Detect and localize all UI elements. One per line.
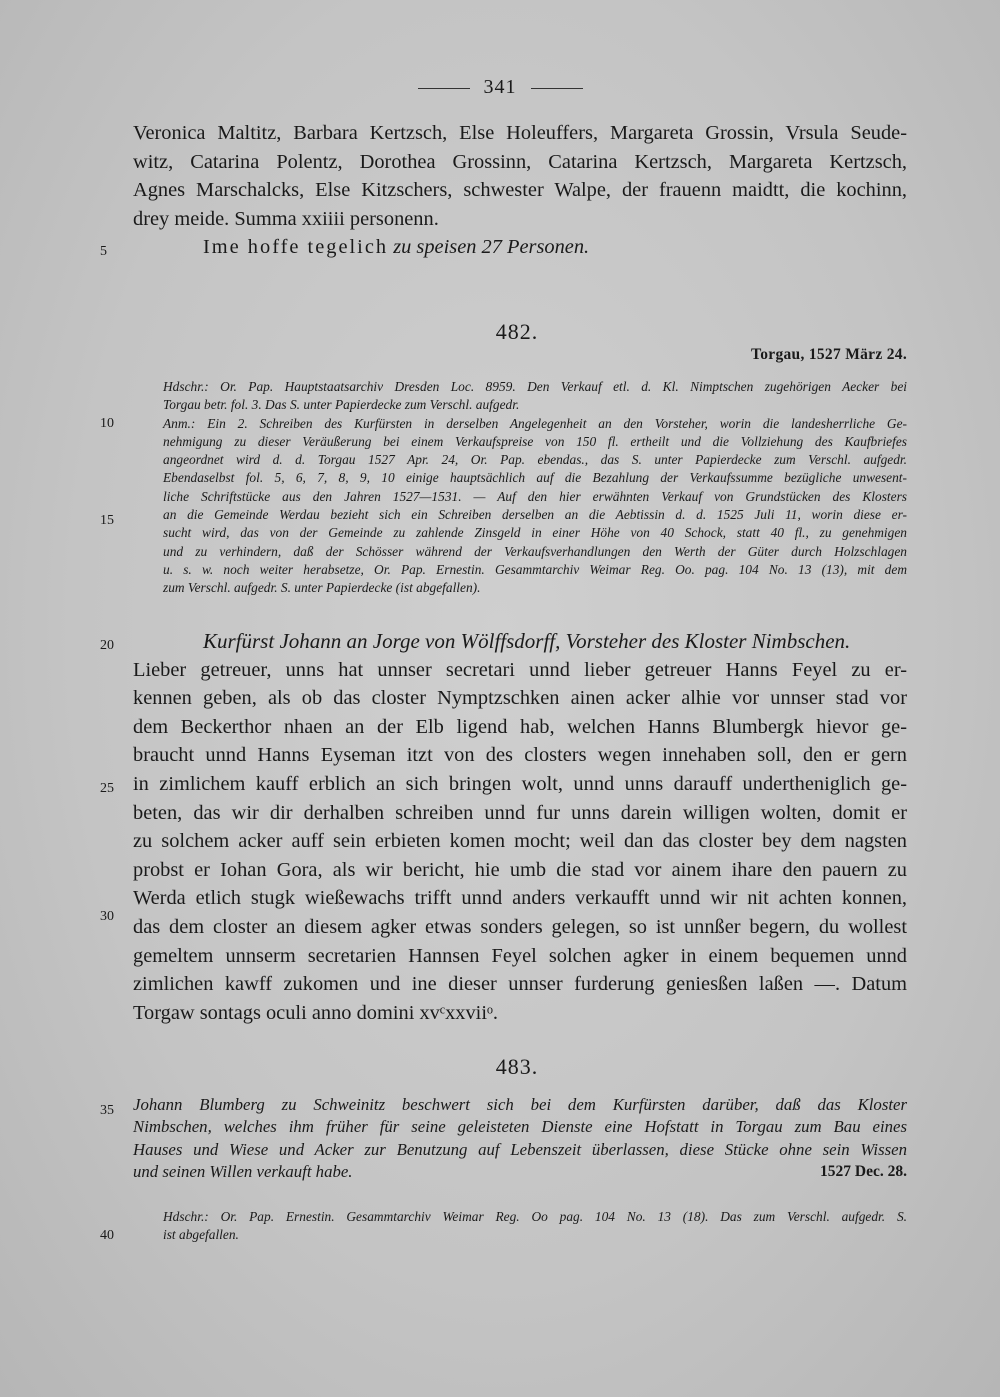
text-line: witz, Catarina Polentz, Dorothea Grossinn, Catarina Kertzsch, Margareta Kertzsch, (133, 150, 907, 173)
letter-482 (133, 627, 907, 1027)
regest-line: Johann Blumberg zu Schweinitz beschwert sich bei dem Kurfürsten darüber, daß das Kloster (133, 1095, 907, 1114)
line-number: 40 (100, 1228, 114, 1243)
line-number: 20 (100, 638, 114, 653)
page-number: 341 (483, 76, 517, 98)
note-line: angeordnet wird d. d. Torgau 1527 Apr. 24, Or. Pap. ebendas., das S. unter Papierdecke zum Verschl. aufgedr. (163, 452, 907, 468)
document-number-482: 482. (495, 319, 539, 344)
notes-482 (133, 378, 907, 598)
date-483: 1527 Dec. 28. (820, 1162, 907, 1180)
regest-line: Hauses und Wiese und Acker zur Benutzung auf Lebenszeit überlassen, diese Stücke ohne sein Wissen (133, 1139, 907, 1159)
notes-483 (133, 1208, 907, 1245)
text-line: drey meide. Summa xxiiii personenn. (133, 207, 439, 230)
top-continuation-text (133, 119, 907, 262)
note-line: Ebendaselbst fol. 5, 6, 7, 8, 9, 10 einige hauptsächlich auf die Bezahlung der Verkaufssumme bezügliche unwesent- (163, 470, 907, 486)
note-line: sucht wird, das von der Gemeinde zu zahlende Zinsgeld in einer Höhe von 40 Schock, statt 40 fl., zu genehmigen (163, 525, 907, 541)
letter-title: Kurfürst Johann an Jorge von Wölffsdorff, Vorsteher des Kloster Nimbschen. (203, 629, 851, 653)
text-line: Agnes Marschalcks, Else Kitzschers, schwester Walpe, der frauenn maidtt, die kochinn, (133, 179, 907, 202)
text-fragment-italic: zu speisen 27 Personen. (393, 236, 590, 259)
text-line: beten, das wir dir derhalben schreiben unnd fur unns darein willigen wolten, domit er (133, 801, 907, 824)
line-number: 25 (100, 781, 114, 796)
text-line: braucht unnd Hanns Eyseman itzt von des closters wegen innehaben soll, den er gern (133, 744, 907, 767)
note-line: Hdschr.: Or. Pap. Ernestin. Gesammtarchiv Weimar Reg. Oo pag. 104 No. 13 (18). Das zum Verschl. aufgedr. S. (163, 1209, 907, 1224)
text-line: zimlichen kawff zukomen und ine dieser unnser furderung geniesßen laßen —. Datum (133, 973, 907, 996)
text-line: dem Beckerthor nhaen an der Elb ligend hab, welchen Hanns Blumbergk hievor ge- (133, 715, 907, 738)
text-line: kennen geben, als ob das closter Nymptzschken ainen acker alhie vor unnser stad vor (133, 687, 907, 710)
header-rule-left (418, 88, 470, 89)
line-number: 35 (100, 1103, 114, 1118)
note-line: nehmigung zu dieser Veräußerung bei einem Verkaufspreise von 150 fl. ertheilt und die Vollziehung des Kaufbriefes (163, 433, 907, 449)
text-line: gemeltem unnserm secretarien Hannsen Feyel solchen agker in einem bequemen unnd (133, 944, 907, 967)
line-number: 5 (100, 244, 107, 259)
document-number-483: 483. (495, 1054, 539, 1079)
header-rule-right (531, 88, 583, 89)
note-line: an die Gemeinde Werdau bezieht sich ein Schreiben derselben an die Aebtissin d. d. 1525 Juli 11, worin diese er- (163, 507, 907, 523)
note-line: liche Schriftstücke aus den Jahren 1527—1531. — Auf den hier erwähnten Verkauf von Grundstücken des Klosters (163, 488, 907, 504)
text-line: Lieber getreuer, unns hat unnser secretari unnd lieber getreuer Hanns Feyel zu er- (133, 658, 907, 681)
line-number: 30 (100, 909, 114, 924)
text-line: Veronica Maltitz, Barbara Kertzsch, Else Holeuffers, Margareta Grossin, Vrsula Seude- (133, 122, 907, 144)
regest-line: Nimbschen, welches ihm früher für seine geleisteten Dienste eine Hofstatt in Torgau zum Bau eines (133, 1117, 907, 1137)
page-header (0, 76, 1000, 99)
line-number: 15 (100, 513, 114, 528)
note-line: Torgau betr. fol. 3. Das S. unter Papierdecke zum Verschl. aufgedr. (163, 397, 520, 413)
text-line: das dem closter an diesem agker etwas sonders gelegen, so ist unnßer begern, du wollest (133, 915, 907, 938)
regest-483 (133, 1094, 907, 1183)
note-line: Hdschr.: Or. Pap. Hauptstaatsarchiv Dresden Loc. 8959. Den Verkauf etl. d. Kl. Nimptschen zugehörigen Aecker bei (163, 379, 907, 394)
note-line: ist abgefallen. (163, 1227, 239, 1243)
text-fragment: Ime hoffe tegelich (203, 236, 389, 259)
text-line: Werda etlich stugk wießewachs trifft unnd anders verkaufft unnd wir nit achten konnen, (133, 887, 907, 910)
note-line: zum Verschl. aufgedr. S. unter Papierdecke (ist abgefallen). (163, 580, 481, 596)
dateline-482: Torgau, 1527 März 24. (751, 346, 907, 363)
text-line: probst er Iohan Gora, als wir bericht, hie umb die stad vor ainem ihare den pauern zu (133, 858, 907, 881)
note-line: Anm.: Ein 2. Schreiben des Kurfürsten in derselben Angelegenheit an den Vorsteher, worin die landesherrliche Ge- (163, 415, 907, 431)
regest-line-last (133, 1161, 907, 1183)
text-line: zu solchem acker auff sein erbieten komen mocht; weil dan das closter bey dem nagsten (133, 830, 907, 853)
text-line-5 (133, 233, 907, 262)
regest-line: und seinen Willen verkauft habe. (133, 1161, 353, 1181)
note-line: und zu verhindern, daß der Schösser während der Verkaufsverhandlungen den Werth der Güter durch Holzschlagen (163, 543, 907, 559)
text-line: in zimlichem kauff erblich an sich bringen wolt, unnd unns darauff undertheniglich ge- (133, 772, 907, 795)
line-number: 10 (100, 416, 114, 431)
text-line: Torgaw sontags oculi anno domini xvᶜxxviiᵒ. (133, 1001, 498, 1024)
note-line: u. s. w. noch weiter herabsetze, Or. Pap. Ernestin. Gesammtarchiv Weimar Reg. Oo. pag. 104 No. 13 (13), mit dem (163, 561, 907, 577)
